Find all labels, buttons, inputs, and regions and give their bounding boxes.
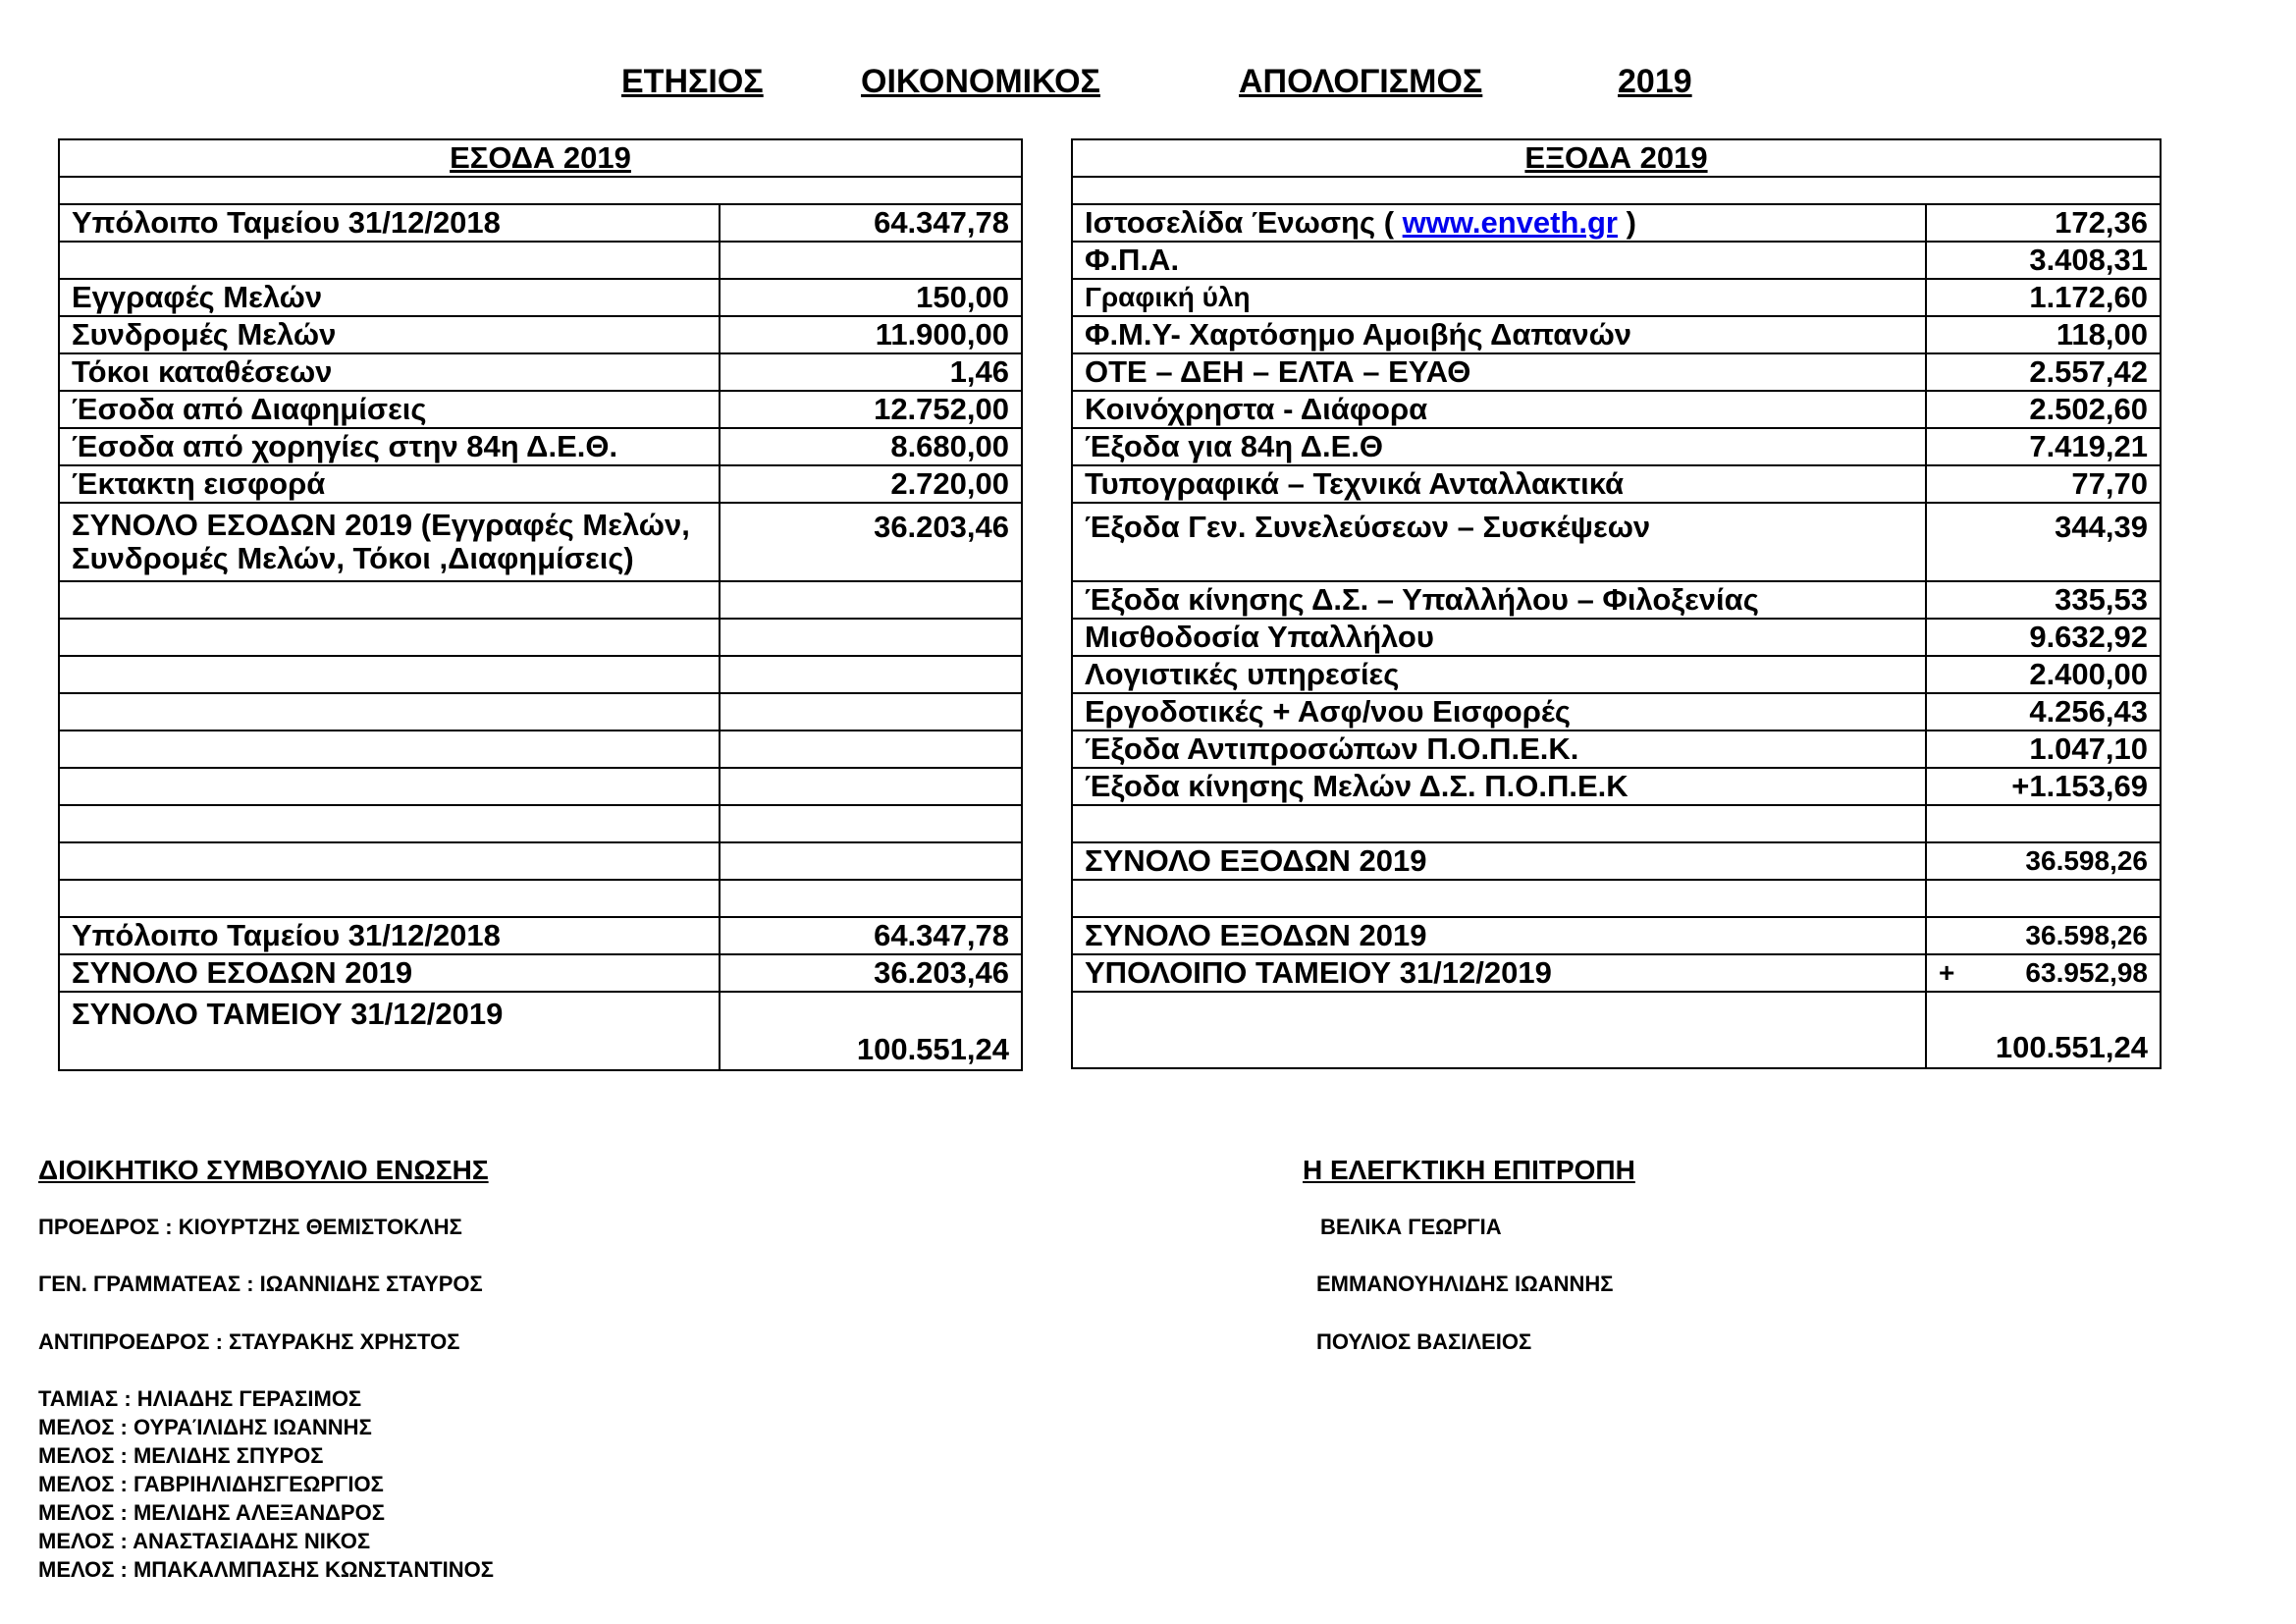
- table-row: [1072, 768, 2161, 805]
- expenses-website-value: 172,36: [1926, 204, 2161, 242]
- board-member: ΜΕΛΟΣ : ΑΝΑΣΤΑΣΙΑΔΗΣ ΝΙΚΟΣ: [38, 1529, 371, 1553]
- income-item-value: 150,00: [720, 279, 1022, 316]
- income-header: ΕΣΟΔΑ 2019: [59, 139, 1022, 177]
- income-summary-label: Υπόλοιπο Ταμείου 31/12/2018: [59, 917, 720, 954]
- expense-item-value: 7.419,21: [1926, 428, 2161, 465]
- expenses-total-value: 36.598,26: [1926, 842, 2161, 880]
- income-item-label: Εγγραφές Μελών: [59, 279, 720, 316]
- expenses-header: ΕΞΟΔΑ 2019: [1072, 139, 2161, 177]
- income-item-value: 8.680,00: [720, 428, 1022, 465]
- table-row: [1072, 693, 2161, 731]
- table-row: [1072, 656, 2161, 693]
- expense-item-label: Έξοδα κίνησης Μελών Δ.Σ. Π.Ο.Π.Ε.Κ: [1072, 768, 1926, 805]
- income-header-row: [59, 139, 1022, 177]
- board-president: ΠΡΟΕΔΡΟΣ : ΚΙΟΥΡΤΖΗΣ ΘΕΜΙΣΤΟΚΛΗΣ: [38, 1215, 462, 1239]
- table-row: [59, 428, 1022, 465]
- expense-item-value: 2.400,00: [1926, 656, 2161, 693]
- audit-heading: Η ΕΛΕΓΚΤΙΚΗ ΕΠΙΤΡΟΠΗ: [1303, 1155, 1635, 1185]
- audit-member: ΕΜΜΑΝΟΥΗΛΙΔΗΣ ΙΩΑΝΝΗΣ: [1316, 1272, 1614, 1296]
- income-opening-label: Υπόλοιπο Ταμείου 31/12/2018: [59, 204, 720, 242]
- table-row: [59, 768, 1022, 805]
- income-total-label: [59, 503, 720, 581]
- title-word-3: ΑΠΟΛΟΓΙΣΜΟΣ: [1239, 63, 1483, 100]
- income-item-label: Έσοδα από χορηγίες στην 84η Δ.Ε.Θ.: [59, 428, 720, 465]
- expense-item-label: Εργοδοτικές + Ασφ/νου Εισφορές: [1072, 693, 1926, 731]
- table-row: [1072, 731, 2161, 768]
- income-grand-label: ΣΥΝΟΛΟ ΤΑΜΕΙΟΥ 31/12/2019: [59, 992, 720, 1070]
- board-member: ΤΑΜΙΑΣ : ΗΛΙΑΔΗΣ ΓΕΡΑΣΙΜΟΣ: [38, 1386, 362, 1411]
- expense-item-value: 77,70: [1926, 465, 2161, 503]
- table-row: [1072, 242, 2161, 279]
- board-member: ΜΕΛΟΣ : ΜΕΛΙΔΗΣ ΣΠΥΡΟΣ: [38, 1443, 324, 1468]
- income-grand-value: 100.551,24: [720, 992, 1022, 1070]
- expense-item-label: Τυπογραφικά – Τεχνικά Ανταλλακτικά: [1072, 465, 1926, 503]
- income-item-label: Συνδρομές Μελών: [59, 316, 720, 353]
- table-row: [59, 177, 1022, 204]
- title-word-2: ΟΙΚΟΝΟΜΙΚΟΣ: [861, 63, 1100, 100]
- income-summary-row: [59, 954, 1022, 992]
- balance-sign: +: [1939, 957, 1955, 988]
- table-row: [1072, 619, 2161, 656]
- board-member: ΜΕΛΟΣ : ΓΑΒΡΙΗΛΙΔΗΣΓΕΩΡΓΙΟΣ: [38, 1472, 384, 1496]
- expense-item-value: 2.557,42: [1926, 353, 2161, 391]
- income-total-label-line2: Συνδρομές Μελών, Τόκοι ,Διαφημίσεις): [72, 541, 634, 575]
- table-row: [59, 693, 1022, 731]
- income-total-value: 36.203,46: [720, 503, 1022, 581]
- audit-member: ΠΟΥΛΙΟΣ ΒΑΣΙΛΕΙΟΣ: [1316, 1329, 1532, 1354]
- income-total-label-line1: ΣΥΝΟΛΟ ΕΣΟΔΩΝ 2019 (Εγγραφές Μελών,: [72, 508, 690, 542]
- expenses-grand-row: [1072, 992, 2161, 1068]
- table-row: [1072, 177, 2161, 204]
- income-summary-value: 36.203,46: [720, 954, 1022, 992]
- expense-item-value: 2.502,60: [1926, 391, 2161, 428]
- board-vice-president: ΑΝΤΙΠΡΟΕΔΡΟΣ : ΣΤΑΥΡΑΚΗΣ ΧΡΗΣΤΟΣ: [38, 1329, 460, 1354]
- table-row: [1072, 353, 2161, 391]
- page-title: [0, 63, 2296, 112]
- expense-item-value: 3.408,31: [1926, 242, 2161, 279]
- table-row: [1072, 581, 2161, 619]
- board-heading: ΔΙΟΙΚΗΤΙΚΟ ΣΥΜΒΟΥΛΙΟ ΕΝΩΣΗΣ: [38, 1155, 489, 1185]
- table-row: [1072, 428, 2161, 465]
- expenses-total-row: [1072, 842, 2161, 880]
- expense-item-label: Κοινόχρηστα - Διάφορα: [1072, 391, 1926, 428]
- income-grand-row: [59, 992, 1022, 1070]
- expense-item-label: Φ.Μ.Υ- Χαρτόσημο Αμοιβής Δαπανών: [1072, 316, 1926, 353]
- table-row: [1072, 316, 2161, 353]
- expense-item-label: ΟΤΕ – ΔΕΗ – ΕΛΤΑ – ΕΥΑΘ: [1072, 353, 1926, 391]
- expenses-balance-row: [1072, 954, 2161, 992]
- board-member: ΜΕΛΟΣ : ΟΥΡΑΊΛΙΔΗΣ ΙΩΑΝΝΗΣ: [38, 1415, 372, 1439]
- table-row: [59, 842, 1022, 880]
- table-row: [1072, 279, 2161, 316]
- website-link[interactable]: www.enveth.gr: [1402, 205, 1618, 240]
- table-row: [59, 465, 1022, 503]
- table-row: [59, 731, 1022, 768]
- expenses-meetings-row: [1072, 503, 2161, 581]
- table-row: [1072, 805, 2161, 842]
- expense-item-label: Έξοδα Αντιπροσώπων Π.Ο.Π.Ε.Κ.: [1072, 731, 1926, 768]
- table-row: [59, 353, 1022, 391]
- income-item-value: 11.900,00: [720, 316, 1022, 353]
- table-row: [59, 805, 1022, 842]
- table-row: [59, 316, 1022, 353]
- income-opening-value: 64.347,78: [720, 204, 1022, 242]
- income-item-label: Έσοδα από Διαφημίσεις: [59, 391, 720, 428]
- table-row: [59, 619, 1022, 656]
- board-secretary: ΓΕΝ. ΓΡΑΜΜΑΤΕΑΣ : ΙΩΑΝΝΙΔΗΣ ΣΤΑΥΡΟΣ: [38, 1272, 483, 1296]
- income-summary-row: [59, 917, 1022, 954]
- title-year: 2019: [1618, 63, 1692, 100]
- expenses-summary-value: 36.598,26: [1926, 917, 2161, 954]
- expense-item-value: +1.153,69: [1926, 768, 2161, 805]
- income-item-value: 12.752,00: [720, 391, 1022, 428]
- income-summary-label: ΣΥΝΟΛΟ ΕΣΟΔΩΝ 2019: [59, 954, 720, 992]
- expense-item-value: 1.047,10: [1926, 731, 2161, 768]
- table-row: [59, 279, 1022, 316]
- expenses-balance-label: ΥΠΟΛΟΙΠΟ ΤΑΜΕΙΟΥ 31/12/2019: [1072, 954, 1926, 992]
- audit-member: ΒΕΛΙΚΑ ΓΕΩΡΓΙΑ: [1320, 1215, 1502, 1239]
- table-row: [59, 391, 1022, 428]
- expenses-summary-label: ΣΥΝΟΛΟ ΕΞΟΔΩΝ 2019: [1072, 917, 1926, 954]
- income-table: [58, 138, 1023, 1071]
- expense-item-value: 4.256,43: [1926, 693, 2161, 731]
- table-row: [59, 242, 1022, 279]
- expense-item-label: Έξοδα για 84η Δ.Ε.Θ: [1072, 428, 1926, 465]
- expenses-grand-value: 100.551,24: [1926, 992, 2161, 1068]
- table-row: [1072, 391, 2161, 428]
- income-total-row: [59, 503, 1022, 581]
- income-item-value: 2.720,00: [720, 465, 1022, 503]
- expenses-table: [1071, 138, 2162, 1069]
- expense-item-label: Φ.Π.Α.: [1072, 242, 1926, 279]
- expense-item-value: 9.632,92: [1926, 619, 2161, 656]
- table-row: [59, 581, 1022, 619]
- expenses-meetings-value: 344,39: [1926, 503, 2161, 581]
- expenses-summary-row: [1072, 917, 2161, 954]
- expenses-website-label: Ιστοσελίδα Ένωσης ( www.enveth.gr ): [1072, 204, 1926, 242]
- table-row: [59, 656, 1022, 693]
- income-summary-value: 64.347,78: [720, 917, 1022, 954]
- income-item-label: Τόκοι καταθέσεων: [59, 353, 720, 391]
- expenses-website-row: [1072, 204, 2161, 242]
- board-member: ΜΕΛΟΣ : ΜΕΛΙΔΗΣ ΑΛΕΞΑΝΔΡΟΣ: [38, 1500, 385, 1525]
- expenses-meetings-label: Έξοδα Γεν. Συνελεύσεων – Συσκέψεων: [1072, 503, 1926, 581]
- expense-item-label: Λογιστικές υπηρεσίες: [1072, 656, 1926, 693]
- income-item-value: 1,46: [720, 353, 1022, 391]
- board-member: ΜΕΛΟΣ : ΜΠΑΚΑΛΜΠΑΣΗΣ ΚΩΝΣΤΑΝΤΙΝΟΣ: [38, 1557, 494, 1582]
- table-row: [1072, 465, 2161, 503]
- table-row: [1072, 880, 2161, 917]
- income-opening-row: [59, 204, 1022, 242]
- expenses-total-label: ΣΥΝΟΛΟ ΕΞΟΔΩΝ 2019: [1072, 842, 1926, 880]
- expense-item-value: 118,00: [1926, 316, 2161, 353]
- expense-item-value: 335,53: [1926, 581, 2161, 619]
- table-row: [59, 880, 1022, 917]
- expenses-header-row: [1072, 139, 2161, 177]
- expense-item-value: 1.172,60: [1926, 279, 2161, 316]
- expenses-balance-value: + 63.952,98: [1926, 954, 2161, 992]
- expense-item-label: Γραφική ύλη: [1072, 279, 1926, 316]
- income-item-label: Έκτακτη εισφορά: [59, 465, 720, 503]
- expense-item-label: Έξοδα κίνησης Δ.Σ. – Υπαλλήλου – Φιλοξενίας: [1072, 581, 1926, 619]
- title-word-1: ΕΤΗΣΙΟΣ: [621, 63, 764, 100]
- expense-item-label: Μισθοδοσία Υπαλλήλου: [1072, 619, 1926, 656]
